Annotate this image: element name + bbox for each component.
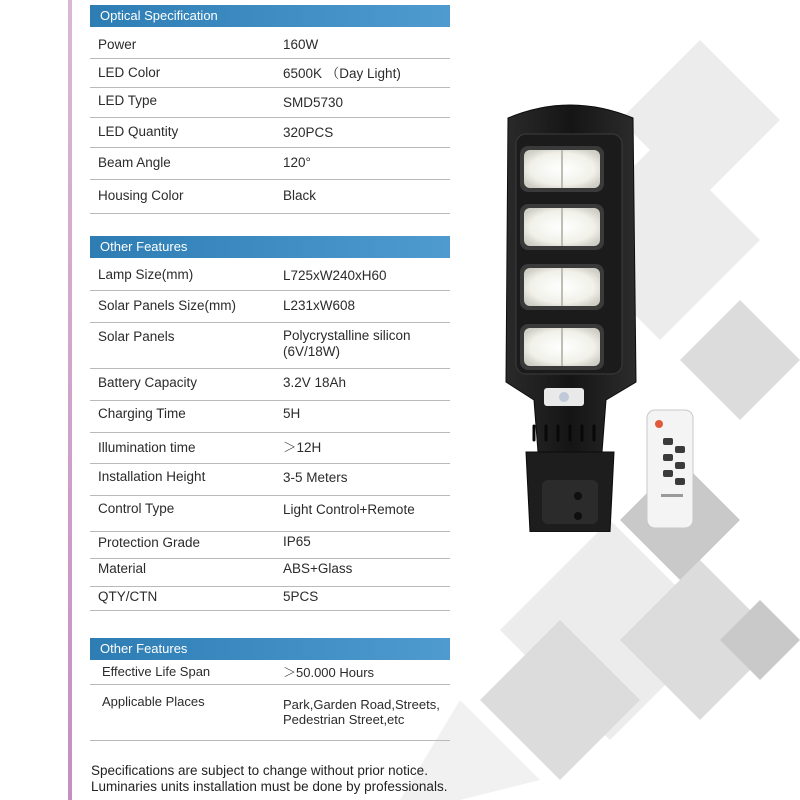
- spec-value-line2: (6V/18W): [283, 344, 341, 359]
- accent-line: [68, 0, 72, 800]
- spec-row-lamp-size: [90, 258, 450, 291]
- spec-row-material: [90, 558, 450, 587]
- spec-row-solar-panel-size: [90, 290, 450, 323]
- spec-label: Power: [98, 37, 137, 52]
- spec-table-optical: [90, 27, 450, 213]
- spec-value: L725xW240xH60: [283, 268, 387, 283]
- spec-table-other-features: [90, 258, 450, 610]
- spec-table-other-features-2: [90, 660, 450, 740]
- spec-label: Housing Color: [98, 188, 184, 203]
- spec-row-life-span: [90, 660, 450, 685]
- section-header-optical: Optical Specification: [90, 5, 450, 27]
- spec-value: ＞50.000 Hours: [283, 665, 375, 680]
- footer-line-1: Specifications are subject to change without prior notice.: [91, 763, 428, 778]
- spec-label: Illumination time: [98, 440, 196, 455]
- spec-value: 5H: [283, 406, 301, 421]
- spec-row-led-type: [90, 87, 450, 118]
- spec-label: Solar Panels: [98, 329, 175, 344]
- spec-row-qty-ctn: [90, 586, 450, 611]
- spec-value: ABS+Glass: [283, 561, 353, 576]
- spec-row-control-type: [90, 495, 450, 532]
- spec-label: Battery Capacity: [98, 375, 198, 390]
- spec-row-led-color: [90, 58, 450, 88]
- spec-label: Charging Time: [98, 406, 186, 421]
- spec-value: 5PCS: [283, 589, 319, 604]
- section-header-other-features-2: Other Features: [90, 638, 450, 660]
- spec-label: Material: [98, 561, 147, 576]
- spec-value: 3.2V 18Ah: [283, 375, 347, 390]
- spec-label: LED Quantity: [98, 124, 179, 139]
- spec-value: Park,Garden Road,Streets,: [283, 697, 440, 712]
- spec-value: 160W: [283, 37, 319, 52]
- spec-value: 6500K （Day Light): [283, 66, 401, 81]
- spec-value: IP65: [283, 534, 311, 549]
- spec-row-installation-height: [90, 463, 450, 496]
- spec-row-housing-color: [90, 179, 450, 214]
- spec-label: Lamp Size(mm): [98, 267, 194, 282]
- spec-row-solar-panels: [90, 322, 450, 369]
- spec-value: 3-5 Meters: [283, 470, 348, 485]
- spec-label: Effective Life Span: [102, 664, 211, 679]
- spec-value: Black: [283, 188, 317, 203]
- spec-value: 120°: [283, 155, 311, 170]
- spec-row-protection-grade: [90, 531, 450, 559]
- spec-value: ＞12H: [283, 440, 322, 455]
- spec-row-applicable-places: [90, 684, 450, 741]
- spec-label: Control Type: [98, 501, 175, 516]
- spec-value: Light Control+Remote: [283, 502, 415, 517]
- spec-value-line2: Pedestrian Street,etc: [283, 712, 405, 727]
- remote-control-image: [645, 408, 695, 530]
- spec-label: Solar Panels Size(mm): [98, 298, 237, 313]
- spec-label: Applicable Places: [102, 694, 205, 709]
- footer-line-2: Luminaries units installation must be done by professionals.: [91, 779, 448, 794]
- spec-label: LED Color: [98, 65, 161, 80]
- footer-note: [91, 763, 551, 795]
- spec-label: LED Type: [98, 93, 158, 108]
- spec-label: Installation Height: [98, 469, 206, 484]
- spec-value: L231xW608: [283, 298, 356, 313]
- spec-value: Polycrystalline silicon: [283, 328, 411, 343]
- spec-label: QTY/CTN: [98, 589, 158, 604]
- section-header-other-features: Other Features: [90, 236, 450, 258]
- spec-label: Protection Grade: [98, 535, 201, 550]
- spec-value: 320PCS: [283, 125, 334, 140]
- spec-row-power: [90, 27, 450, 59]
- spec-label: Beam Angle: [98, 155, 171, 170]
- spec-row-charging-time: [90, 400, 450, 433]
- spec-value: SMD5730: [283, 95, 344, 110]
- spec-row-battery-capacity: [90, 368, 450, 401]
- spec-row-beam-angle: [90, 147, 450, 180]
- spec-row-illumination-time: [90, 432, 450, 464]
- street-light-image: [498, 100, 643, 532]
- spec-row-led-quantity: [90, 117, 450, 148]
